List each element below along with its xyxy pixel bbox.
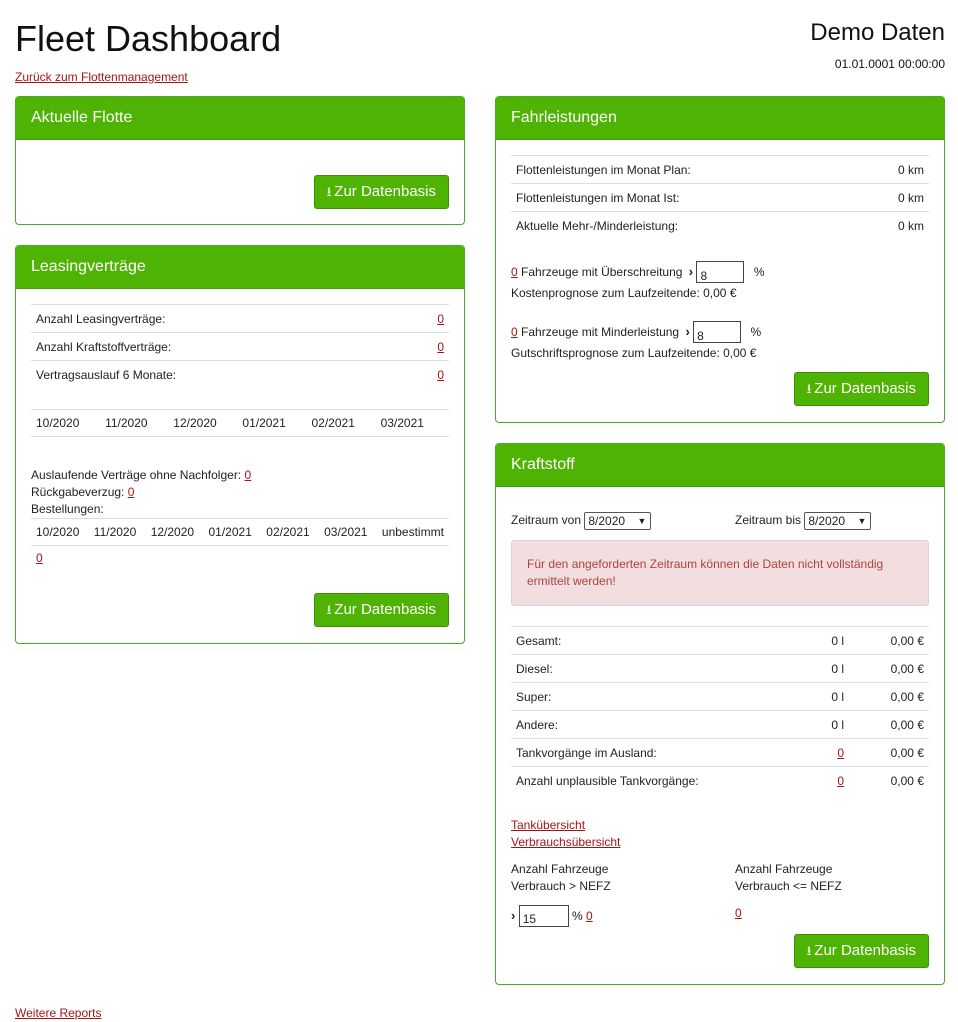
more-reports-link[interactable]: Weitere Reports [15, 1006, 102, 1020]
leasing-panel-title: Leasingverträge [16, 246, 464, 289]
over-limit-block [511, 260, 929, 300]
table-row [511, 739, 929, 767]
orders-label: Bestellungen: [31, 501, 104, 516]
expiring-label: Auslaufende Verträge ohne Nachfolger: [31, 467, 242, 482]
fuel-contracts-count-link[interactable]: 0 [437, 339, 444, 354]
cost-forecast: Kostenprognose zum Laufzeitende: 0,00 € [511, 285, 737, 300]
mileage-download-button[interactable] [794, 372, 929, 406]
period-to [735, 512, 871, 530]
under-limit-percent-input[interactable]: 8 [693, 321, 741, 343]
row-label: Tankvorgänge im Ausland: [511, 739, 813, 767]
row-label: Anzahl Leasingverträge: [31, 305, 407, 333]
over-nefz-label: Verbrauch > NEFZ [511, 878, 611, 893]
leasing-count-link[interactable]: 0 [437, 311, 444, 326]
table-row [511, 767, 929, 795]
mileage-panel [495, 96, 945, 423]
contract-expiry-link[interactable]: 0 [437, 367, 444, 382]
over-limit-percent-input[interactable]: 8 [696, 261, 744, 283]
leasing-summary-table [31, 304, 449, 389]
under-nefz-count-link[interactable]: 0 [735, 905, 742, 920]
period-from-label: Zeitraum von [511, 513, 582, 528]
under-nefz-label: Verbrauch <= NEFZ [735, 878, 842, 893]
month-label: 02/2021 [266, 524, 310, 539]
month-label: 10/2020 [36, 415, 80, 430]
under-limit-count-link[interactable]: 0 [511, 324, 518, 339]
download-icon: ⭳ [326, 184, 332, 199]
row-amount: 0,00 € [849, 739, 929, 767]
expiring-without-successor [31, 467, 449, 484]
table-row [511, 627, 929, 655]
row-label: Flottenleistungen im Monat Plan: [511, 156, 861, 184]
return-delay [31, 484, 449, 501]
order-months-row [31, 518, 449, 546]
table-row [511, 156, 929, 184]
table-row [511, 711, 929, 739]
row-amount: 0,00 € [849, 683, 929, 711]
fuel-table [511, 626, 929, 795]
row-label: Andere: [511, 711, 813, 739]
fuel-download-button[interactable] [794, 934, 929, 968]
percent-unit: % [572, 908, 583, 923]
month-label: 01/2021 [242, 415, 286, 430]
row-amount: 0,00 € [849, 627, 929, 655]
month-label: unbestimmt [381, 524, 444, 539]
download-button-label: Zur Datenbasis [814, 380, 916, 397]
row-amount: 0,00 € [849, 711, 929, 739]
month-label: 02/2021 [311, 415, 355, 430]
percent-unit: % [753, 264, 765, 279]
current-fleet-download-button[interactable] [314, 175, 449, 209]
chevron-right-icon: › [688, 264, 694, 280]
incomplete-data-alert: Für den angeforderten Zeitraum können die Daten nicht vollständig ermittelt werden! [511, 540, 929, 606]
download-button-label: Zur Datenbasis [814, 942, 916, 959]
table-row [31, 305, 449, 333]
download-icon: ⭳ [326, 602, 332, 617]
row-label: Anzahl unplausible Tankvorgänge: [511, 767, 813, 795]
month-label: 03/2021 [380, 415, 424, 430]
over-nefz-block [511, 861, 611, 929]
chevron-right-icon: › [511, 908, 516, 924]
leasing-download-button[interactable] [314, 593, 449, 627]
mileage-panel-title: Fahrleistungen [496, 97, 944, 140]
row-value: 0 km [861, 156, 929, 184]
under-limit-label: Fahrzeuge mit Minderleistung [521, 324, 680, 339]
row-label: Super: [511, 683, 813, 711]
over-limit-label: Fahrzeuge mit Überschreitung [521, 264, 683, 279]
month-label: 11/2020 [93, 524, 137, 539]
row-quantity: 0 l [813, 627, 849, 655]
return-delay-link[interactable]: 0 [127, 484, 135, 499]
over-nefz-count-link[interactable]: 0 [586, 908, 593, 923]
demo-data-title: Demo Daten [810, 19, 945, 46]
abroad-refuels-link[interactable]: 0 [837, 745, 844, 760]
table-row [511, 655, 929, 683]
consumption-overview-link[interactable]: Verbrauchsübersicht [511, 834, 621, 849]
back-to-fleet-management-link[interactable]: Zurück zum Flottenmanagement [15, 70, 188, 84]
tank-overview-link[interactable]: Tankübersicht [511, 817, 586, 832]
over-limit-count-link[interactable]: 0 [511, 264, 518, 279]
chevron-right-icon: › [685, 324, 690, 340]
row-label: Flottenleistungen im Monat Ist: [511, 184, 861, 212]
under-limit-block [511, 320, 929, 360]
period-to-select[interactable] [804, 512, 871, 530]
percent-unit: % [750, 324, 762, 339]
download-button-label: Zur Datenbasis [334, 601, 436, 618]
row-label: Anzahl Kraftstoffverträge: [31, 333, 407, 361]
month-label: 11/2020 [105, 415, 148, 430]
download-icon: ⭳ [806, 381, 812, 396]
demo-data-date: 01.01.0001 00:00:00 [834, 57, 945, 71]
nefz-percent-input[interactable]: 15 [519, 905, 569, 927]
period-from-value: 8/2020 [588, 514, 626, 528]
table-row [511, 212, 929, 240]
return-delay-label: Rückgabeverzug: [31, 484, 125, 499]
row-value: 0 km [861, 184, 929, 212]
row-amount: 0,00 € [849, 767, 929, 795]
expiry-months-row [31, 409, 449, 437]
current-fleet-panel [15, 96, 465, 225]
period-from [511, 512, 651, 530]
row-label: Aktuelle Mehr-/Minderleistung: [511, 212, 861, 240]
row-value: 0 km [861, 212, 929, 240]
period-to-value: 8/2020 [808, 514, 846, 528]
under-nefz-block [735, 861, 842, 922]
download-button-label: Zur Datenbasis [334, 183, 436, 200]
download-icon: ⭳ [806, 943, 812, 958]
month-label: 03/2021 [324, 524, 368, 539]
row-label: Vertragsauslauf 6 Monate: [31, 361, 407, 389]
orders-count-link[interactable]: 0 [36, 550, 43, 565]
month-label: 01/2021 [208, 524, 252, 539]
leasing-panel [15, 245, 465, 644]
table-row [511, 683, 929, 711]
month-label: 12/2020 [173, 415, 217, 430]
chevron-down-icon: ▼ [857, 516, 867, 526]
table-row [31, 361, 449, 389]
fuel-panel [495, 443, 945, 985]
month-label: 10/2020 [36, 524, 80, 539]
period-to-label: Zeitraum bis [735, 513, 802, 528]
vehicles-label: Anzahl Fahrzeuge [511, 861, 609, 876]
implausible-refuels-link[interactable]: 0 [837, 773, 844, 788]
page-title: Fleet Dashboard [15, 18, 282, 59]
current-fleet-panel-title: Aktuelle Flotte [16, 97, 464, 140]
row-quantity: 0 l [813, 655, 849, 683]
period-from-select[interactable] [584, 512, 651, 530]
vehicles-label: Anzahl Fahrzeuge [735, 861, 833, 876]
month-label: 12/2020 [150, 524, 195, 539]
row-label: Gesamt: [511, 627, 813, 655]
row-quantity: 0 l [813, 711, 849, 739]
fuel-panel-title: Kraftstoff [496, 444, 944, 487]
table-row [31, 333, 449, 361]
mileage-table [511, 155, 929, 240]
expiring-count-link[interactable]: 0 [244, 467, 252, 482]
credit-forecast: Gutschriftsprognose zum Laufzeitende: 0,00 € [511, 345, 757, 360]
chevron-down-icon: ▼ [637, 516, 647, 526]
row-label: Diesel: [511, 655, 813, 683]
row-amount: 0,00 € [849, 655, 929, 683]
table-row [511, 184, 929, 212]
row-quantity: 0 l [813, 683, 849, 711]
